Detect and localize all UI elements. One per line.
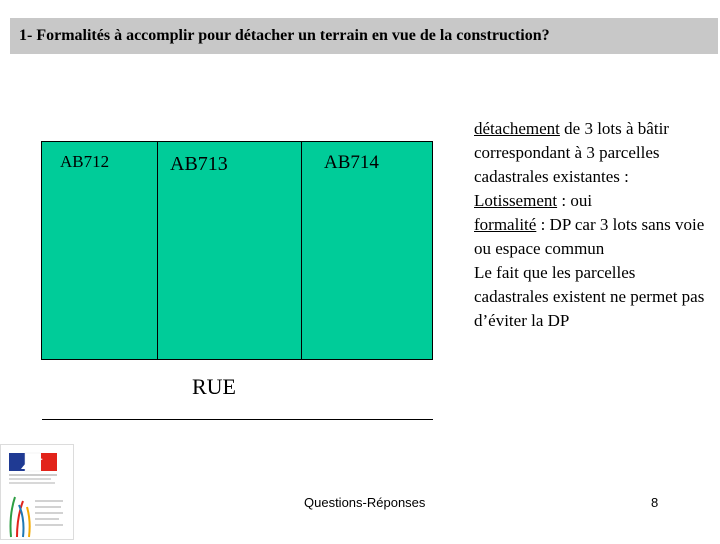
marianne-ministry-logo-icon <box>0 444 74 540</box>
description-text <box>474 117 714 333</box>
footer-label: Questions-Réponses <box>304 495 426 510</box>
road-line <box>42 419 433 420</box>
description-keyword-lotissement: Lotissement <box>474 191 558 210</box>
logo-graphic <box>1 445 73 539</box>
plot-ab713 <box>157 141 302 360</box>
description-keyword-detachement: détachement <box>474 119 560 138</box>
plot-ab714 <box>301 141 433 360</box>
slide-title-bar <box>10 18 718 54</box>
plot-label-ab714: AB714 <box>324 152 379 173</box>
description-part-2: : oui <box>557 191 593 210</box>
description-keyword-formalite: formalité <box>474 215 537 234</box>
description-part-3: : DP car 3 lots sans voie ou espace commun <box>474 215 705 258</box>
description-part-4: Le fait que les parcelles cadastrales existent ne permet pas d’éviter la DP <box>474 263 705 330</box>
plot-label-ab713: AB713 <box>170 153 228 175</box>
description-part-1: de 3 lots à bâtir correspondant à 3 parcelles cadastrales existantes : <box>474 119 669 186</box>
slide-title: 1- Formalités à accomplir pour détacher un terrain en vue de la construction? <box>19 27 550 44</box>
page-number: 8 <box>651 495 659 510</box>
road-label: RUE <box>192 374 236 399</box>
plot-label-ab712: AB712 <box>60 152 110 171</box>
plot-ab712 <box>41 141 158 360</box>
